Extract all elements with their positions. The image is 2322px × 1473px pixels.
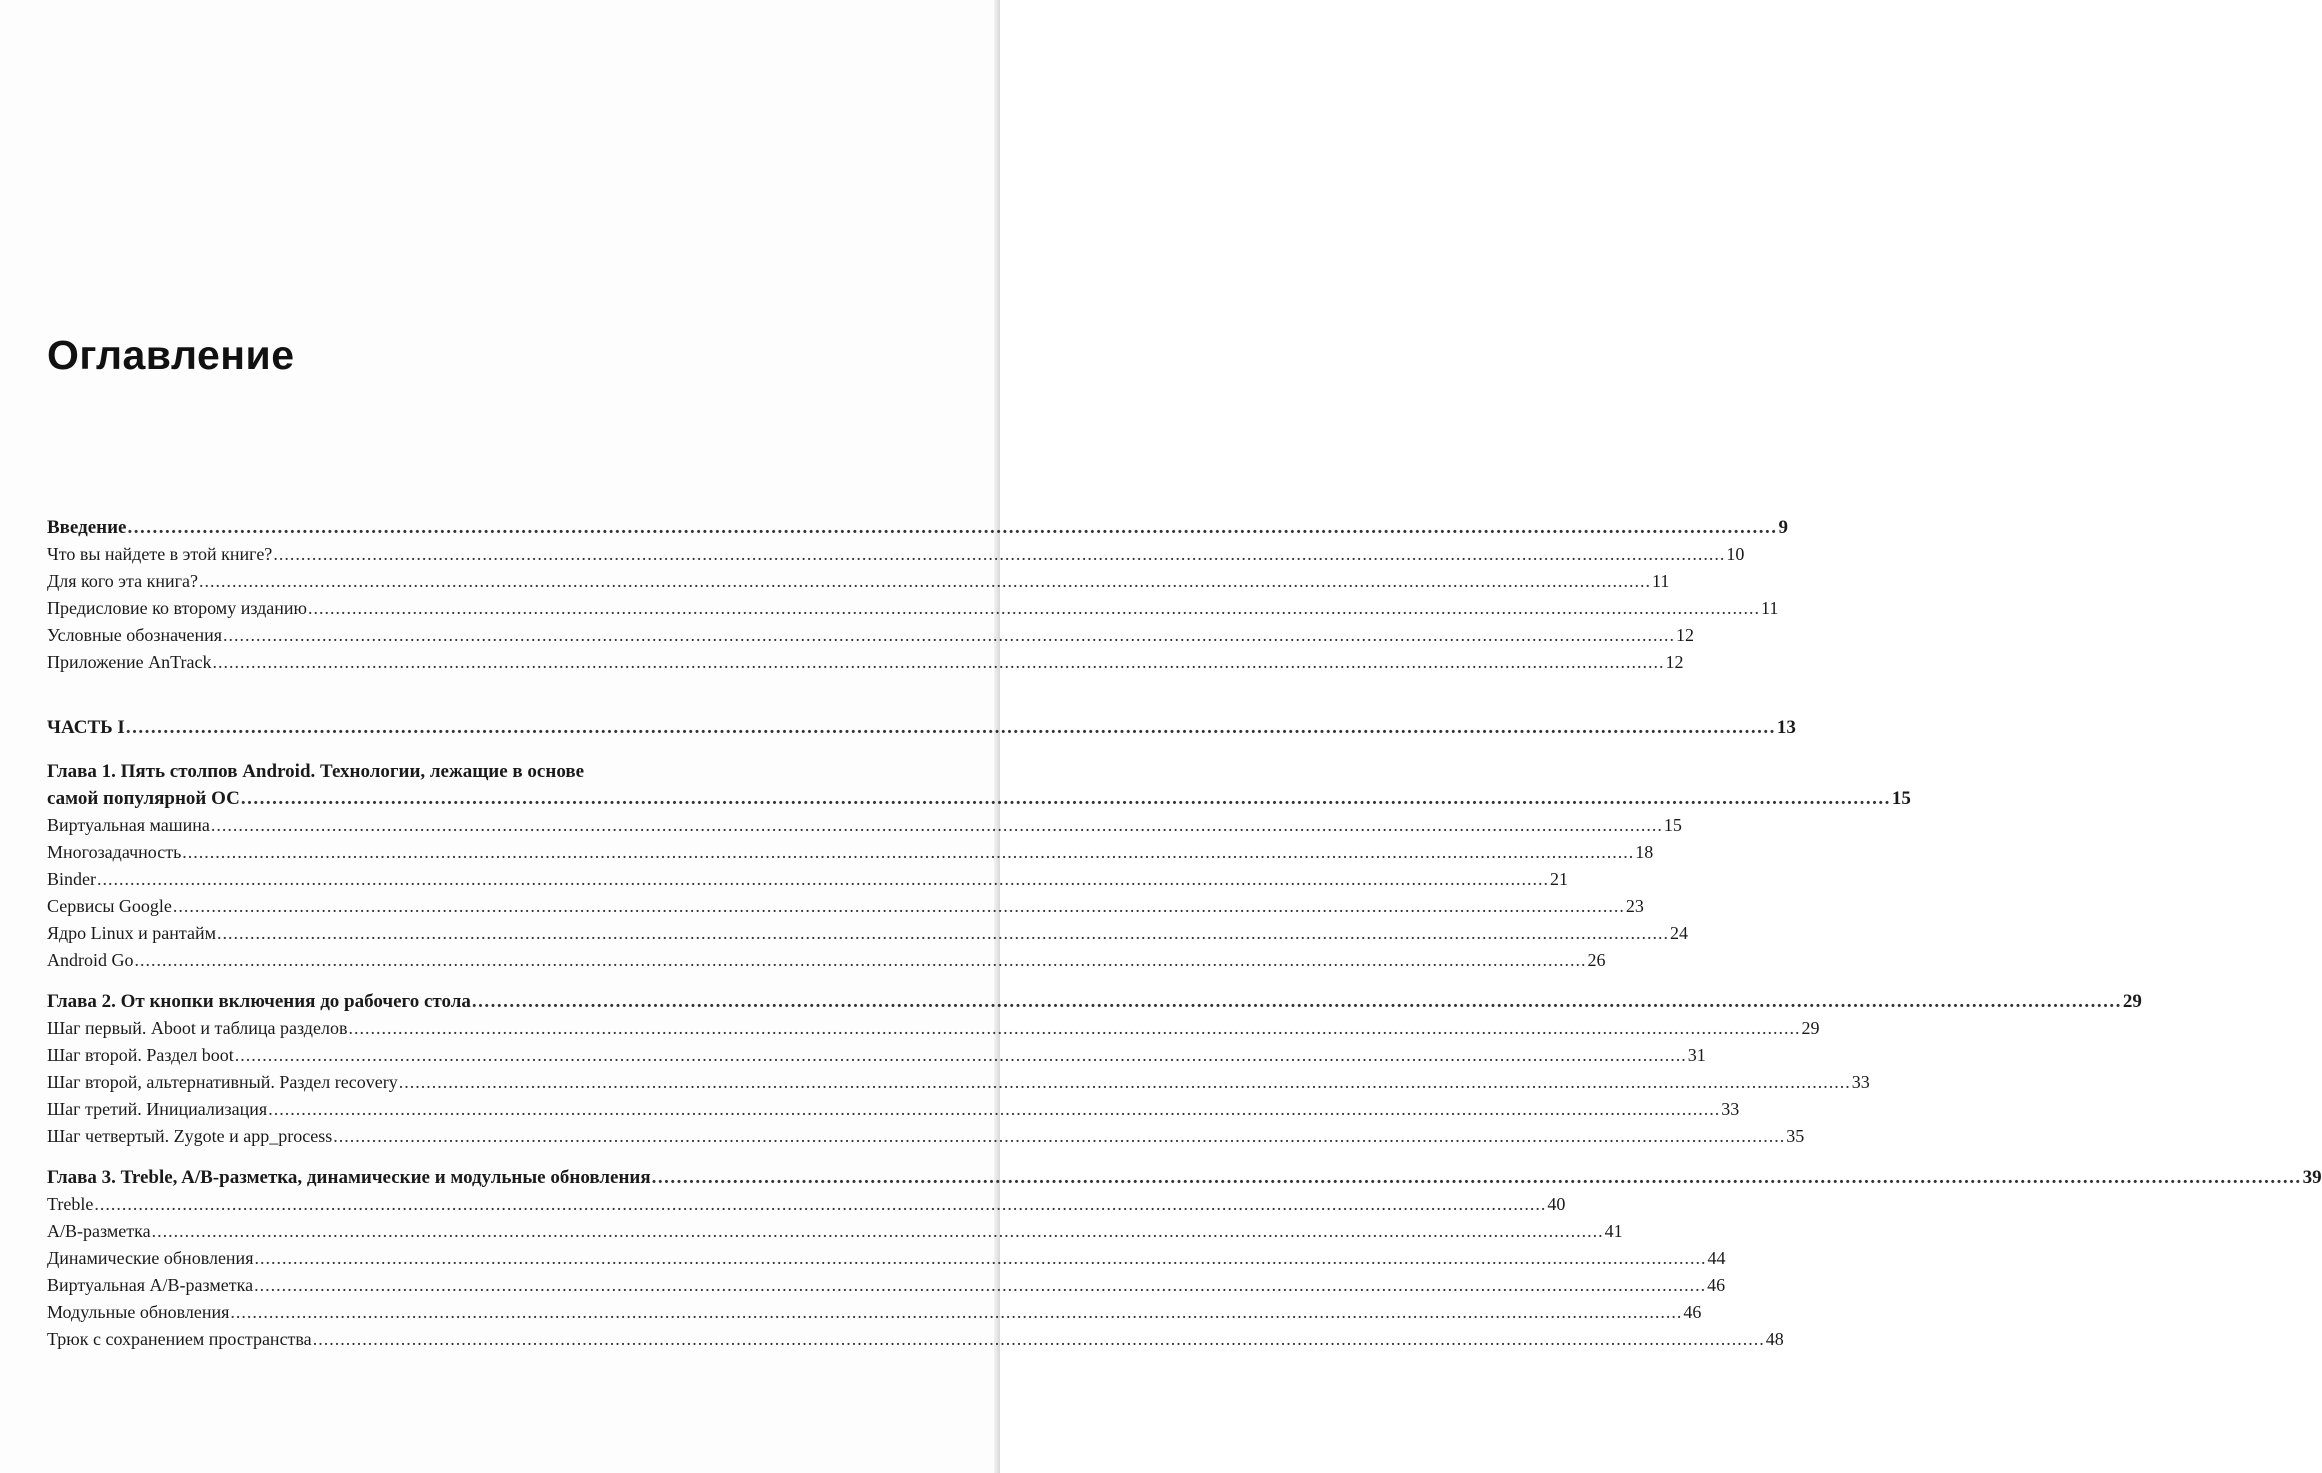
toc-page-number: 29 bbox=[1801, 1018, 1820, 1038]
toc-leader-dots bbox=[235, 1042, 1687, 1069]
toc-entry-title: Многозадачность bbox=[47, 842, 182, 862]
toc-leader-dots bbox=[211, 812, 1663, 839]
toc-leader-dots bbox=[348, 1015, 1800, 1042]
toc-page-number: 40 bbox=[1547, 1194, 1566, 1214]
toc-entry-title: Глава 2. От кнопки включения до рабочего стола bbox=[47, 991, 471, 1012]
toc-entry[interactable] bbox=[47, 1245, 1726, 1272]
toc-leader-dots bbox=[230, 1299, 1682, 1326]
toc-page-number: 15 bbox=[1663, 815, 1682, 835]
toc-leader-dots bbox=[472, 988, 2122, 1015]
toc-entry-title: Трюк с сохранением пространства bbox=[47, 1329, 312, 1349]
toc-entry-title: Шаг третий. Инициализация bbox=[47, 1099, 268, 1119]
toc-page-number: 24 bbox=[1670, 923, 1689, 943]
spacer bbox=[47, 741, 943, 758]
toc-entry[interactable] bbox=[47, 649, 1684, 676]
toc-entry[interactable] bbox=[47, 1042, 1706, 1069]
toc-leader-dots bbox=[308, 595, 1760, 622]
toc-leader-dots bbox=[254, 1272, 1706, 1299]
toc-entry[interactable] bbox=[47, 947, 1606, 974]
toc-leader-dots bbox=[152, 1218, 1604, 1245]
toc-entry[interactable] bbox=[47, 812, 1682, 839]
toc-leader-dots bbox=[199, 568, 1651, 595]
toc-page-number: 46 bbox=[1683, 1302, 1702, 1322]
toc-leader-dots bbox=[126, 714, 1776, 741]
toc-page-number: 11 bbox=[1760, 598, 1779, 618]
toc-entry-title: Модульные обновления bbox=[47, 1302, 230, 1322]
toc-entry-title: Виртуальная A/B-разметка bbox=[47, 1275, 254, 1295]
toc-leader-dots bbox=[254, 1245, 1706, 1272]
toc-entry-title: Шаг первый. Aboot и таблица разделов bbox=[47, 1018, 348, 1038]
toc-page-number: 26 bbox=[1587, 950, 1606, 970]
toc-entry[interactable] bbox=[47, 1015, 1820, 1042]
toc-entry-title: Динамические обновления bbox=[47, 1248, 254, 1268]
toc-leader-dots bbox=[652, 1164, 2302, 1191]
toc-entry-title: самой популярной ОС bbox=[47, 788, 240, 809]
toc-leader-dots bbox=[399, 1069, 1851, 1096]
toc-page-number: 46 bbox=[1707, 1275, 1726, 1295]
toc-entry[interactable] bbox=[47, 1326, 1784, 1353]
toc-page-number: 44 bbox=[1707, 1248, 1726, 1268]
toc-leader-dots bbox=[333, 1123, 1785, 1150]
toc-entry-title: Предисловие ко второму изданию bbox=[47, 598, 307, 618]
toc-entry-title: ЧАСТЬ I bbox=[47, 717, 125, 738]
toc-entry-title: Шаг четвертый. Zygote и app_process bbox=[47, 1126, 333, 1146]
toc-entry[interactable] bbox=[47, 1069, 1870, 1096]
toc-page-number: 21 bbox=[1550, 869, 1568, 889]
toc-entry-title: Условные обозначения bbox=[47, 625, 223, 645]
toc-leader-dots bbox=[173, 893, 1625, 920]
toc-page-number: 48 bbox=[1765, 1329, 1784, 1349]
toc-leader-dots bbox=[128, 514, 1778, 541]
toc-entry[interactable] bbox=[47, 1096, 1740, 1123]
spacer bbox=[47, 676, 943, 714]
spacer bbox=[47, 974, 943, 988]
toc-entry[interactable] bbox=[47, 893, 1644, 920]
toc-page-number: 13 bbox=[1776, 717, 1796, 738]
toc-entry[interactable] bbox=[47, 1191, 1566, 1218]
toc-entry[interactable] bbox=[47, 541, 1745, 568]
toc-chapter-2[interactable] bbox=[47, 988, 2142, 1015]
toc-entry-title: A/B-разметка bbox=[47, 1221, 151, 1241]
toc-entry[interactable] bbox=[47, 920, 1689, 947]
toc-entry-title: Приложение AnTrack bbox=[47, 652, 212, 672]
toc-chapter-3[interactable] bbox=[47, 1164, 2322, 1191]
toc-entry[interactable] bbox=[47, 1123, 1805, 1150]
toc-entry-title: Шаг второй. Раздел boot bbox=[47, 1045, 234, 1065]
toc-entry[interactable] bbox=[47, 1272, 1726, 1299]
toc-entry-title: Для кого эта книга? bbox=[47, 571, 198, 591]
page-title: Оглавление bbox=[47, 332, 295, 378]
toc-leader-dots bbox=[217, 920, 1669, 947]
toc-part-1[interactable] bbox=[47, 714, 1796, 741]
toc-entry-title: Глава 3. Treble, A/B-разметка, динамические и модульные обновления bbox=[47, 1167, 651, 1188]
toc-page-number: 15 bbox=[1891, 788, 1911, 809]
toc-leader-dots bbox=[241, 785, 1891, 812]
toc-chapter-1[interactable] bbox=[47, 785, 1911, 812]
toc-page-number: 11 bbox=[1651, 571, 1670, 591]
toc-leader-dots bbox=[182, 839, 1634, 866]
toc-leader-dots bbox=[273, 541, 1725, 568]
spacer bbox=[47, 1150, 943, 1164]
toc-page-number: 12 bbox=[1665, 652, 1684, 672]
toc-page-number: 39 bbox=[2302, 1167, 2322, 1188]
toc-entry[interactable] bbox=[47, 595, 1779, 622]
toc-leader-dots bbox=[313, 1326, 1765, 1353]
toc-page-number: 9 bbox=[1778, 517, 1788, 538]
toc-leader-dots bbox=[223, 622, 1675, 649]
toc-leader-dots bbox=[94, 1191, 1546, 1218]
toc-page-number: 41 bbox=[1604, 1221, 1623, 1241]
toc-page-number: 35 bbox=[1786, 1126, 1805, 1146]
toc-entry-title: Что вы найдете в этой книге? bbox=[47, 544, 273, 564]
toc-entry-title: Виртуальная машина bbox=[47, 815, 210, 835]
toc-page-number: 33 bbox=[1721, 1099, 1740, 1119]
toc-page-number: 29 bbox=[2122, 991, 2142, 1012]
toc-entry-title: Сервисы Google bbox=[47, 896, 172, 916]
toc-entry-title: Binder bbox=[47, 869, 96, 889]
toc-entry[interactable] bbox=[47, 1218, 1623, 1245]
toc-entry[interactable] bbox=[47, 839, 1654, 866]
toc-entry[interactable] bbox=[47, 866, 1568, 893]
table-of-contents bbox=[47, 514, 2322, 1353]
toc-section-intro[interactable] bbox=[47, 514, 1788, 541]
toc-leader-dots bbox=[97, 866, 1549, 893]
toc-leader-dots bbox=[212, 649, 1664, 676]
toc-entry-title: Ядро Linux и рантайм bbox=[47, 923, 217, 943]
toc-page-number: 12 bbox=[1676, 625, 1695, 645]
toc-page-number: 23 bbox=[1625, 896, 1644, 916]
toc-entry[interactable] bbox=[47, 568, 1670, 595]
toc-entry[interactable] bbox=[47, 1299, 1702, 1326]
toc-entry-title: Android Go bbox=[47, 950, 134, 970]
toc-page-number: 31 bbox=[1687, 1045, 1706, 1065]
toc-chapter-1-title-line1[interactable]: Глава 1. Пять столпов Android. Технологии, лежащие в основе bbox=[47, 761, 585, 782]
toc-entry-title: Treble bbox=[47, 1194, 94, 1214]
toc-page-number: 18 bbox=[1635, 842, 1654, 862]
toc-page-number: 10 bbox=[1726, 544, 1745, 564]
toc-leader-dots bbox=[268, 1096, 1720, 1123]
toc-page-number: 33 bbox=[1851, 1072, 1870, 1092]
toc-entry-title: Шаг второй, альтернативный. Раздел recovery bbox=[47, 1072, 398, 1092]
toc-entry[interactable] bbox=[47, 622, 1695, 649]
toc-leader-dots bbox=[135, 947, 1587, 974]
toc-entry-title: Введение bbox=[47, 517, 127, 538]
